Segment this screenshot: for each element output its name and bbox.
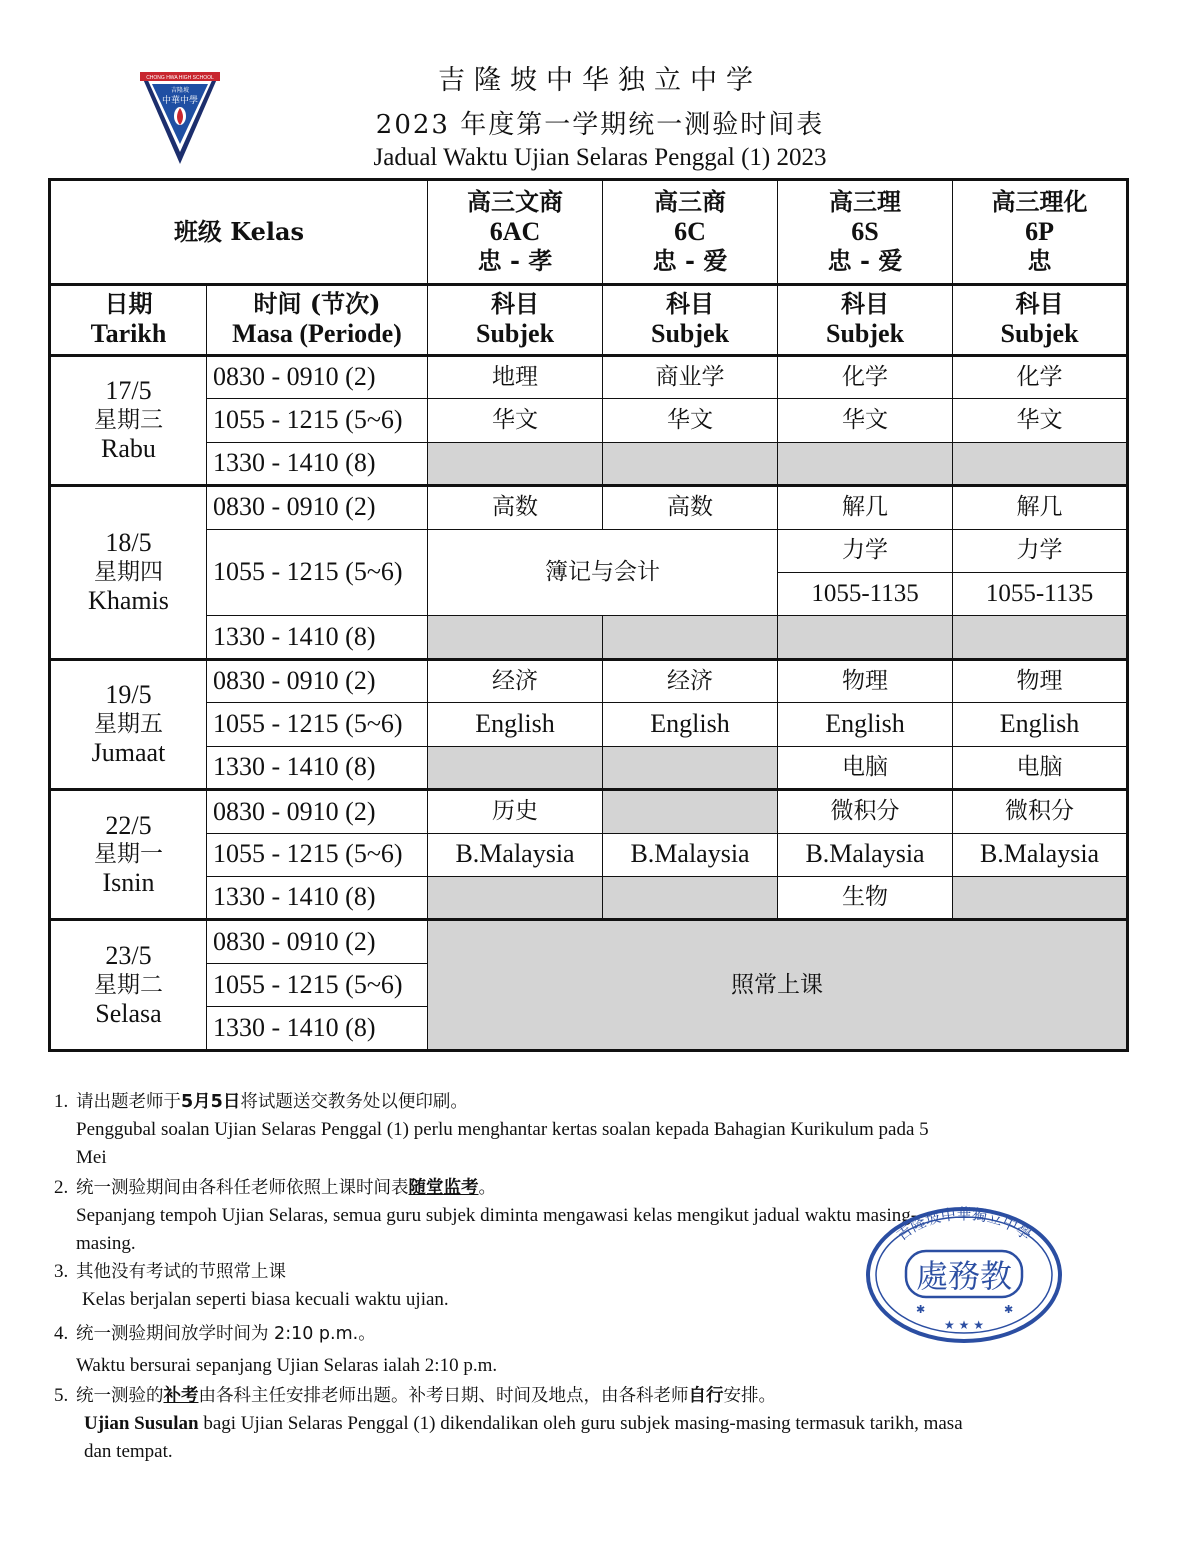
- subject-cell: 华文: [428, 399, 603, 442]
- time-cell: 0830 - 0910 (2): [207, 486, 428, 529]
- note-5-ms: Ujian Susulan bagi Ujian Selaras Penggal (1) dikendalikan oleh guru subjek masing-masing termasuk tarikh, masa dan tempat.: [84, 1413, 963, 1462]
- time-cell: 1055 - 1215 (5~6): [207, 399, 428, 442]
- subject-cell: 解几: [778, 486, 953, 529]
- timetable-title-ms: Jadual Waktu Ujian Selaras Penggal (1) 2023: [373, 144, 827, 171]
- empty-slot: [953, 442, 1128, 485]
- class-header-row: [50, 180, 1128, 285]
- note-3: 3. 其他没有考试的节照常上课 Kelas berjalan seperti biasa kecuali waktu ujian.: [54, 1258, 1154, 1283]
- empty-slot: [778, 442, 953, 485]
- subject-cell: 华文: [603, 399, 778, 442]
- subject-time-cell: 1055-1135: [778, 572, 953, 615]
- table-row: [50, 877, 1128, 920]
- subject-cell: 经济: [603, 659, 778, 702]
- time-cell: 1055 - 1215 (5~6): [207, 529, 428, 616]
- empty-slot: [953, 877, 1128, 920]
- table-row: [50, 529, 1128, 572]
- subject-cell: B.Malaysia: [428, 833, 603, 876]
- date-cell: 22/5 星期一 Isnin: [50, 790, 207, 920]
- table-row: [50, 790, 1128, 833]
- stamp-ring-text: 吉隆坡中華獨立中學: [893, 1205, 1035, 1245]
- table-row: [50, 616, 1128, 659]
- subject-cell: English: [603, 703, 778, 746]
- time-cell: 1055 - 1215 (5~6): [207, 833, 428, 876]
- date-header: 日期 Tarikh: [50, 285, 207, 356]
- subject-cell: 高数: [428, 486, 603, 529]
- empty-slot: [953, 616, 1128, 659]
- time-cell: 1330 - 1410 (8): [207, 1007, 428, 1051]
- empty-slot: [778, 616, 953, 659]
- subject-cell: 微积分: [778, 790, 953, 833]
- table-row: [50, 659, 1128, 702]
- note-2: 2. 统一测验期间由各科任老师依照上课时间表随堂监考。 Sepanjang tempoh Ujian Selaras, semua guru subjek diminta mengawasi kelas mengikut jadual waktu masing-masing.: [54, 1174, 1154, 1199]
- table-row: [50, 833, 1128, 876]
- subject-cell: 商业学: [603, 355, 778, 398]
- empty-slot: [428, 746, 603, 789]
- table-row: [50, 442, 1128, 485]
- column-header-row: [50, 285, 1128, 356]
- stamp-center-text: 處務教: [915, 1257, 1013, 1295]
- class-6ac: 高三文商 6AC 忠 - 孝: [428, 180, 603, 285]
- subject-cell: B.Malaysia: [778, 833, 953, 876]
- subject-cell: English: [778, 703, 953, 746]
- empty-slot: [603, 442, 778, 485]
- subject-time-cell: 1055-1135: [953, 572, 1128, 615]
- table-row: [50, 703, 1128, 746]
- time-cell: 0830 - 0910 (2): [207, 920, 428, 963]
- time-cell: 0830 - 0910 (2): [207, 659, 428, 702]
- empty-slot: [603, 616, 778, 659]
- table-row: [50, 399, 1128, 442]
- star-icon: ✱: [1004, 1303, 1014, 1316]
- timetable-title-zh: 2023 年度第一学期统一测验时间表: [375, 110, 825, 140]
- time-cell: 1055 - 1215 (5~6): [207, 963, 428, 1006]
- empty-slot: [603, 877, 778, 920]
- date-cell: 17/5 星期三 Rabu: [50, 355, 207, 485]
- note-2-ms: Sepanjang tempoh Ujian Selaras, semua guru subjek diminta mengawasi kelas mengikut jadual waktu masing-masing.: [76, 1205, 918, 1254]
- note-1-ms: Penggubal soalan Ujian Selaras Penggal (1) perlu menghantar kertas soalan kepada Bahagian Kurikulum pada 5 Mei: [76, 1119, 929, 1168]
- time-cell: 1055 - 1215 (5~6): [207, 703, 428, 746]
- subject-cell: 经济: [428, 659, 603, 702]
- empty-slot: [428, 442, 603, 485]
- regular-class-cell: 照常上课: [428, 920, 1128, 1051]
- star-icon: ✱: [916, 1303, 926, 1316]
- subject-cell: 微积分: [953, 790, 1128, 833]
- note-1: 1. 请出题老师于5月5日将试题送交教务处以便印刷。 Penggubal soalan Ujian Selaras Penggal (1) perlu menghantar kertas soalan kepada Bahagian Kurikulum pada 5 Mei: [54, 1088, 1154, 1113]
- time-cell: 1330 - 1410 (8): [207, 616, 428, 659]
- subject-cell: 力学: [953, 529, 1128, 572]
- star-icon: ★ ★ ★: [944, 1318, 984, 1332]
- table-row: [50, 355, 1128, 398]
- note-5: 5. 统一测验的补考由各科主任安排老师出题。补考日期、时间及地点，由各科老师自行安排。 Ujian Susulan bagi Ujian Selaras Penggal (1) dikendalikan oleh guru subjek masing-masing termasuk tarikh, masa dan tempat.: [54, 1382, 1154, 1407]
- class-6p: 高三理化 6P 忠: [953, 180, 1128, 285]
- subject-cell: English: [428, 703, 603, 746]
- note-3-ms: Kelas berjalan seperti biasa kecuali waktu ujian.: [82, 1289, 449, 1310]
- subject-cell: 解几: [953, 486, 1128, 529]
- subject-cell: 地理: [428, 355, 603, 398]
- empty-slot: [428, 616, 603, 659]
- time-cell: 0830 - 0910 (2): [207, 355, 428, 398]
- table-row: [50, 746, 1128, 789]
- logo-top-text: CHONG HWA HIGH SCHOOL: [146, 75, 214, 81]
- subject-cell: 物理: [953, 659, 1128, 702]
- subject-header: 科目 Subjek: [428, 285, 603, 356]
- subject-cell: 历史: [428, 790, 603, 833]
- subject-cell: 生物: [778, 877, 953, 920]
- empty-slot: [428, 877, 603, 920]
- logo-main-text: 中華中學: [161, 96, 199, 106]
- time-cell: 0830 - 0910 (2): [207, 790, 428, 833]
- date-cell: 19/5 星期五 Jumaat: [50, 659, 207, 789]
- subject-cell: 高数: [603, 486, 778, 529]
- note-4: 4. 统一测验期间放学时间为 2:10 p.m.。 Waktu bersurai sepanjang Ujian Selaras ialah 2:10 p.m.: [54, 1320, 1154, 1345]
- subject-header: 科目 Subjek: [778, 285, 953, 356]
- svg-text:吉隆坡中華獨立中學: [893, 1205, 1035, 1244]
- subject-cell: 电脑: [778, 746, 953, 789]
- subject-cell: 化学: [953, 355, 1128, 398]
- subject-cell: B.Malaysia: [603, 833, 778, 876]
- subject-cell: English: [953, 703, 1128, 746]
- exam-timetable: [48, 178, 1129, 1052]
- note-4-ms: Waktu bersurai sepanjang Ujian Selaras ialah 2:10 p.m.: [76, 1355, 498, 1376]
- subject-cell: 华文: [778, 399, 953, 442]
- class-6c: 高三商 6C 忠 - 爱: [603, 180, 778, 285]
- subject-header: 科目 Subjek: [603, 285, 778, 356]
- class-header-cell: 班级 Kelas: [50, 180, 428, 285]
- date-cell: 18/5 星期四 Khamis: [50, 486, 207, 660]
- table-row: [50, 920, 1128, 963]
- school-name-title: 吉隆坡中华独立中学: [438, 65, 762, 96]
- office-stamp: [864, 1205, 1064, 1345]
- subject-cell: 化学: [778, 355, 953, 398]
- subject-cell-merged: 簿记与会计: [428, 529, 778, 616]
- empty-slot: [603, 790, 778, 833]
- date-cell: 23/5 星期二 Selasa: [50, 920, 207, 1051]
- subject-cell: 华文: [953, 399, 1128, 442]
- time-cell: 1330 - 1410 (8): [207, 746, 428, 789]
- subject-cell: B.Malaysia: [953, 833, 1128, 876]
- time-cell: 1330 - 1410 (8): [207, 442, 428, 485]
- subject-cell: 力学: [778, 529, 953, 572]
- subject-cell: 物理: [778, 659, 953, 702]
- time-cell: 1330 - 1410 (8): [207, 877, 428, 920]
- empty-slot: [603, 746, 778, 789]
- subject-header: 科目 Subjek: [953, 285, 1128, 356]
- time-header: 时间 (节次) Masa (Periode): [207, 285, 428, 356]
- table-row: [50, 486, 1128, 529]
- logo-small-text: 吉隆坡: [170, 87, 190, 94]
- class-6s: 高三理 6S 忠 - 爱: [778, 180, 953, 285]
- subject-cell: 电脑: [953, 746, 1128, 789]
